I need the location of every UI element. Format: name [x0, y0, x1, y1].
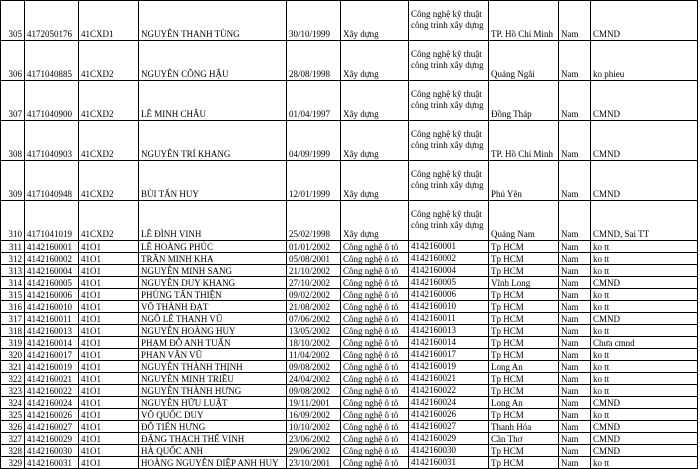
cell-birthplace: Tp HCM — [489, 301, 559, 313]
cell-class: 41CXD2 — [79, 81, 139, 121]
cell-student-id: 4142160017 — [25, 349, 79, 361]
cell-birth-date: 05/08/2001 — [287, 253, 341, 265]
cell-birthplace: Tp HCM — [489, 337, 559, 349]
cell-note: ko phieu — [591, 41, 698, 81]
table-row — [1, 349, 698, 361]
cell-birth-date: 21/08/2002 — [287, 301, 341, 313]
cell-student-id: 4171040900 — [25, 81, 79, 121]
cell-stt: 313 — [1, 265, 25, 277]
cell-faculty: Công nghệ ô tô — [341, 253, 409, 265]
table-row — [1, 421, 698, 433]
cell-student-id: 4142160013 — [25, 325, 79, 337]
cell-full-name: NGUYỄN MINH SANG — [139, 265, 287, 277]
cell-stt: 329 — [1, 457, 25, 469]
cell-student-id: 4142160014 — [25, 337, 79, 349]
cell-stt: 319 — [1, 337, 25, 349]
cell-note: CMND, Sai TT — [591, 201, 698, 241]
cell-major: 4142160022 — [409, 385, 489, 397]
cell-birth-date: 12/01/1999 — [287, 161, 341, 201]
cell-student-id: 4171040948 — [25, 161, 79, 201]
cell-gender: Nam — [559, 385, 591, 397]
cell-birthplace: Tp HCM — [489, 409, 559, 421]
cell-stt: 321 — [1, 361, 25, 373]
cell-note: ko tt — [591, 265, 698, 277]
cell-stt: 305 — [1, 1, 25, 41]
cell-gender: Nam — [559, 313, 591, 325]
cell-gender: Nam — [559, 397, 591, 409]
cell-note: CMND — [591, 421, 698, 433]
cell-major: Công nghệ kỹ thuật công trình xây dựng — [409, 201, 489, 241]
cell-full-name: HOÀNG NGUYỄN DIỆP ANH HUY — [139, 457, 287, 469]
cell-student-id: 4171040903 — [25, 121, 79, 161]
cell-class: 41O1 — [79, 445, 139, 457]
cell-birth-date: 27/10/2002 — [287, 277, 341, 289]
cell-class: 41O1 — [79, 289, 139, 301]
cell-student-id: 4142160011 — [25, 313, 79, 325]
table-row — [1, 1, 698, 41]
cell-birth-date: 30/10/1999 — [287, 1, 341, 41]
cell-full-name: NGUYỄN CÔNG HẬU — [139, 41, 287, 81]
cell-full-name: TRẦN MINH KHA — [139, 253, 287, 265]
cell-full-name: LÊ ĐÌNH VINH — [139, 201, 287, 241]
cell-major: 4142160002 — [409, 253, 489, 265]
cell-stt: 315 — [1, 289, 25, 301]
cell-full-name: NGUYỄN THÀNH HƯNG — [139, 385, 287, 397]
cell-stt: 325 — [1, 409, 25, 421]
cell-birthplace: Long An — [489, 361, 559, 373]
cell-birthplace: Tp HCM — [489, 313, 559, 325]
cell-major: 4142160001 — [409, 241, 489, 253]
cell-student-id: 4142160002 — [25, 253, 79, 265]
cell-class: 41O1 — [79, 457, 139, 469]
cell-faculty: Công nghệ ô tô — [341, 409, 409, 421]
cell-note: Chưa cmnd — [591, 337, 698, 349]
cell-birth-date: 21/10/2002 — [287, 265, 341, 277]
cell-stt: 324 — [1, 397, 25, 409]
cell-note: ko tt — [591, 409, 698, 421]
table-row — [1, 277, 698, 289]
cell-faculty: Xây dựng — [341, 41, 409, 81]
cell-full-name: VÕ QUỐC DUY — [139, 409, 287, 421]
table-row — [1, 445, 698, 457]
cell-birthplace: Tp HCM — [489, 325, 559, 337]
cell-student-id: 4142160005 — [25, 277, 79, 289]
cell-full-name: BÙI TẤN HUY — [139, 161, 287, 201]
cell-note: CMND — [591, 1, 698, 41]
cell-birthplace: Quảng Ngãi — [489, 41, 559, 81]
cell-student-id: 4142160026 — [25, 409, 79, 421]
cell-birthplace: Quảng Nam — [489, 201, 559, 241]
cell-faculty: Công nghệ ô tô — [341, 325, 409, 337]
cell-gender: Nam — [559, 41, 591, 81]
cell-stt: 327 — [1, 433, 25, 445]
cell-full-name: VÕ THÀNH ĐẠT — [139, 301, 287, 313]
cell-student-id: 4142160010 — [25, 301, 79, 313]
cell-major: 4142160024 — [409, 397, 489, 409]
cell-birth-date: 09/08/2002 — [287, 385, 341, 397]
cell-class: 41O1 — [79, 361, 139, 373]
cell-birth-date: 04/09/1999 — [287, 121, 341, 161]
cell-major: Công nghệ kỹ thuật công trình xây dựng — [409, 161, 489, 201]
cell-class: 41O1 — [79, 349, 139, 361]
cell-birthplace: Tp HCM — [489, 373, 559, 385]
cell-birthplace: Cần Thơ — [489, 433, 559, 445]
cell-student-id: 4142160021 — [25, 373, 79, 385]
cell-gender: Nam — [559, 349, 591, 361]
cell-stt: 307 — [1, 81, 25, 121]
cell-gender: Nam — [559, 1, 591, 41]
cell-student-id: 4172050176 — [25, 1, 79, 41]
cell-birthplace: Tp HCM — [489, 265, 559, 277]
cell-class: 41CXD2 — [79, 161, 139, 201]
table-row — [1, 289, 698, 301]
cell-note: ko tt — [591, 385, 698, 397]
cell-birthplace: Tp HCM — [489, 241, 559, 253]
cell-note: ko tt — [591, 301, 698, 313]
cell-note: CMND — [591, 313, 698, 325]
table-row — [1, 301, 698, 313]
cell-birthplace: Đồng Tháp — [489, 81, 559, 121]
cell-birth-date: 19/11/2001 — [287, 397, 341, 409]
cell-major: Công nghệ kỹ thuật công trình xây dựng — [409, 121, 489, 161]
cell-student-id: 4142160001 — [25, 241, 79, 253]
cell-birthplace: Tp HCM — [489, 457, 559, 469]
cell-full-name: NGUYỄN THÀNH THỊNH — [139, 361, 287, 373]
table-row — [1, 253, 698, 265]
cell-gender: Nam — [559, 265, 591, 277]
cell-student-id: 4142160004 — [25, 265, 79, 277]
cell-class: 41O1 — [79, 373, 139, 385]
table-row — [1, 41, 698, 81]
cell-gender: Nam — [559, 337, 591, 349]
cell-major: 4142160004 — [409, 265, 489, 277]
cell-faculty: Công nghệ ô tô — [341, 241, 409, 253]
table-row — [1, 201, 698, 241]
cell-full-name: PHÙNG TẤN THIỆN — [139, 289, 287, 301]
cell-gender: Nam — [559, 201, 591, 241]
cell-stt: 314 — [1, 277, 25, 289]
cell-student-id: 4142160030 — [25, 445, 79, 457]
cell-birth-date: 10/10/2002 — [287, 421, 341, 433]
cell-stt: 312 — [1, 253, 25, 265]
cell-note: ko tt — [591, 373, 698, 385]
cell-class: 41O1 — [79, 265, 139, 277]
cell-faculty: Xây dựng — [341, 121, 409, 161]
cell-full-name: PHẠM ĐỖ ANH TUẤN — [139, 337, 287, 349]
cell-full-name: ĐỖ TIẾN HƯNG — [139, 421, 287, 433]
cell-class: 41O1 — [79, 277, 139, 289]
table-row — [1, 265, 698, 277]
cell-birthplace: TP. Hồ Chí Minh — [489, 121, 559, 161]
cell-faculty: Xây dựng — [341, 81, 409, 121]
cell-gender: Nam — [559, 81, 591, 121]
cell-gender: Nam — [559, 289, 591, 301]
table-row — [1, 337, 698, 349]
cell-major: Công nghệ kỹ thuật công trình xây dựng — [409, 81, 489, 121]
cell-full-name: NGUYỄN DUY KHANG — [139, 277, 287, 289]
cell-major: 4142160029 — [409, 433, 489, 445]
cell-major: 4142160019 — [409, 361, 489, 373]
cell-student-id: 4142160022 — [25, 385, 79, 397]
table-row — [1, 397, 698, 409]
cell-note: CMND — [591, 397, 698, 409]
cell-note: CMND — [591, 277, 698, 289]
cell-class: 41O1 — [79, 433, 139, 445]
cell-student-id: 4142160024 — [25, 397, 79, 409]
cell-stt: 323 — [1, 385, 25, 397]
cell-major: 4142160010 — [409, 301, 489, 313]
cell-birthplace: Tp HCM — [489, 349, 559, 361]
cell-gender: Nam — [559, 373, 591, 385]
cell-faculty: Công nghệ ô tô — [341, 265, 409, 277]
cell-stt: 317 — [1, 313, 25, 325]
cell-note: ko tt — [591, 289, 698, 301]
table-row — [1, 373, 698, 385]
cell-note: CMND — [591, 81, 698, 121]
cell-stt: 316 — [1, 301, 25, 313]
table-row — [1, 457, 698, 469]
cell-note: ko tt — [591, 457, 698, 469]
cell-note: ko tt — [591, 361, 698, 373]
cell-faculty: Công nghệ ô tô — [341, 433, 409, 445]
cell-major: 4142160027 — [409, 421, 489, 433]
cell-note: CMND — [591, 161, 698, 201]
cell-faculty: Công nghệ ô tô — [341, 457, 409, 469]
cell-faculty: Công nghệ ô tô — [341, 445, 409, 457]
cell-birth-date: 23/06/2002 — [287, 433, 341, 445]
cell-faculty: Công nghệ ô tô — [341, 277, 409, 289]
cell-stt: 326 — [1, 421, 25, 433]
cell-birth-date: 28/08/1998 — [287, 41, 341, 81]
cell-class: 41O1 — [79, 421, 139, 433]
cell-gender: Nam — [559, 325, 591, 337]
table-row — [1, 121, 698, 161]
cell-note: ko tt — [591, 349, 698, 361]
cell-major: 4142160013 — [409, 325, 489, 337]
cell-birth-date: 23/10/2001 — [287, 457, 341, 469]
cell-faculty: Công nghệ ô tô — [341, 301, 409, 313]
cell-gender: Nam — [559, 253, 591, 265]
cell-birth-date: 07/06/2002 — [287, 313, 341, 325]
cell-stt: 309 — [1, 161, 25, 201]
cell-birth-date: 01/04/1997 — [287, 81, 341, 121]
cell-class: 41O1 — [79, 397, 139, 409]
cell-student-id: 4142160006 — [25, 289, 79, 301]
cell-birth-date: 29/06/2002 — [287, 445, 341, 457]
cell-gender: Nam — [559, 457, 591, 469]
cell-student-id: 4142160027 — [25, 421, 79, 433]
cell-birth-date: 13/05/2002 — [287, 325, 341, 337]
cell-stt: 310 — [1, 201, 25, 241]
cell-birthplace: Vĩnh Long — [489, 277, 559, 289]
cell-student-id: 4171040885 — [25, 41, 79, 81]
cell-faculty: Công nghệ ô tô — [341, 313, 409, 325]
cell-birth-date: 09/02/2002 — [287, 289, 341, 301]
cell-class: 41O1 — [79, 253, 139, 265]
cell-stt: 311 — [1, 241, 25, 253]
cell-birthplace: Tp HCM — [489, 445, 559, 457]
cell-major: 4142160011 — [409, 313, 489, 325]
cell-class: 41O1 — [79, 313, 139, 325]
cell-stt: 328 — [1, 445, 25, 457]
cell-stt: 306 — [1, 41, 25, 81]
cell-class: 41O1 — [79, 301, 139, 313]
cell-gender: Nam — [559, 445, 591, 457]
cell-student-id: 4142160029 — [25, 433, 79, 445]
cell-stt: 320 — [1, 349, 25, 361]
cell-class: 41O1 — [79, 385, 139, 397]
cell-class: 41O1 — [79, 325, 139, 337]
cell-major: Công nghệ kỹ thuật công trình xây dựng — [409, 41, 489, 81]
table-row — [1, 81, 698, 121]
cell-stt: 322 — [1, 373, 25, 385]
cell-major: 4142160017 — [409, 349, 489, 361]
cell-faculty: Xây dựng — [341, 1, 409, 41]
cell-gender: Nam — [559, 121, 591, 161]
cell-major: 4142160026 — [409, 409, 489, 421]
cell-birthplace: Tp HCM — [489, 253, 559, 265]
cell-birth-date: 24/04/2002 — [287, 373, 341, 385]
cell-faculty: Công nghệ ô tô — [341, 361, 409, 373]
cell-gender: Nam — [559, 161, 591, 201]
cell-major: 4142160031 — [409, 457, 489, 469]
cell-note: ko tt — [591, 325, 698, 337]
cell-full-name: NGUYỄN TRÍ KHANG — [139, 121, 287, 161]
cell-birthplace: Thanh Hóa — [489, 421, 559, 433]
table-row — [1, 409, 698, 421]
cell-class: 41O1 — [79, 409, 139, 421]
cell-stt: 308 — [1, 121, 25, 161]
cell-stt: 318 — [1, 325, 25, 337]
cell-birth-date: 16/09/2002 — [287, 409, 341, 421]
cell-gender: Nam — [559, 361, 591, 373]
table-row — [1, 385, 698, 397]
cell-faculty: Công nghệ ô tô — [341, 397, 409, 409]
cell-major: 4142160005 — [409, 277, 489, 289]
table-row — [1, 325, 698, 337]
cell-class: 41O1 — [79, 337, 139, 349]
cell-faculty: Công nghệ ô tô — [341, 421, 409, 433]
cell-class: 41CXD2 — [79, 41, 139, 81]
table-row — [1, 433, 698, 445]
cell-note: ko tt — [591, 253, 698, 265]
cell-birth-date: 01/01/2002 — [287, 241, 341, 253]
cell-birthplace: TP. Hồ Chí Minh — [489, 1, 559, 41]
cell-full-name: LÊ HOÀNG PHÚC — [139, 241, 287, 253]
cell-faculty: Xây dựng — [341, 161, 409, 201]
cell-note: CMND — [591, 445, 698, 457]
cell-note: CMND — [591, 433, 698, 445]
table-row — [1, 361, 698, 373]
cell-full-name: PHAN VĂN VŨ — [139, 349, 287, 361]
cell-faculty: Công nghệ ô tô — [341, 373, 409, 385]
cell-birth-date: 09/08/2002 — [287, 361, 341, 373]
cell-birth-date: 18/10/2002 — [287, 337, 341, 349]
cell-major: 4142160014 — [409, 337, 489, 349]
cell-birth-date: 11/04/2002 — [287, 349, 341, 361]
cell-faculty: Xây dựng — [341, 201, 409, 241]
cell-full-name: ĐẶNG THẠCH THẾ VINH — [139, 433, 287, 445]
cell-gender: Nam — [559, 301, 591, 313]
cell-birthplace: Tp HCM — [489, 385, 559, 397]
cell-birth-date: 25/02/1998 — [287, 201, 341, 241]
cell-student-id: 4171041019 — [25, 201, 79, 241]
cell-faculty: Công nghệ ô tô — [341, 289, 409, 301]
cell-major: 4142160006 — [409, 289, 489, 301]
cell-gender: Nam — [559, 433, 591, 445]
cell-faculty: Công nghệ ô tô — [341, 385, 409, 397]
cell-class: 41O1 — [79, 241, 139, 253]
cell-major: 4142160030 — [409, 445, 489, 457]
cell-full-name: NGUYỄN MINH TRIỀU — [139, 373, 287, 385]
table-row — [1, 313, 698, 325]
cell-student-id: 4142160031 — [25, 457, 79, 469]
table-row — [1, 161, 698, 201]
cell-major: Công nghệ kỹ thuật công trình xây dựng — [409, 1, 489, 41]
cell-full-name: LÊ MINH CHÂU — [139, 81, 287, 121]
cell-class: 41CXD2 — [79, 201, 139, 241]
cell-gender: Nam — [559, 409, 591, 421]
cell-faculty: Công nghệ ô tô — [341, 337, 409, 349]
cell-gender: Nam — [559, 277, 591, 289]
cell-faculty: Công nghệ ô tô — [341, 349, 409, 361]
cell-gender: Nam — [559, 241, 591, 253]
cell-full-name: NGUYỄN HOÀNG HUY — [139, 325, 287, 337]
cell-full-name: NGUYỄN THANH TÙNG — [139, 1, 287, 41]
cell-student-id: 4142160019 — [25, 361, 79, 373]
cell-birthplace: Long An — [489, 397, 559, 409]
table-row — [1, 241, 698, 253]
cell-full-name: HÀ QUỐC ANH — [139, 445, 287, 457]
cell-note: ko tt — [591, 241, 698, 253]
cell-class: 41CXD2 — [79, 121, 139, 161]
cell-full-name: NGÔ LÊ THANH VŨ — [139, 313, 287, 325]
cell-full-name: NGUYỄN HỮU LUẬT — [139, 397, 287, 409]
cell-class: 41CXD1 — [79, 1, 139, 41]
cell-gender: Nam — [559, 421, 591, 433]
cell-note: CMND — [591, 121, 698, 161]
cell-birthplace: Phú Yên — [489, 161, 559, 201]
cell-major: 4142160021 — [409, 373, 489, 385]
cell-birthplace: Tp HCM — [489, 289, 559, 301]
